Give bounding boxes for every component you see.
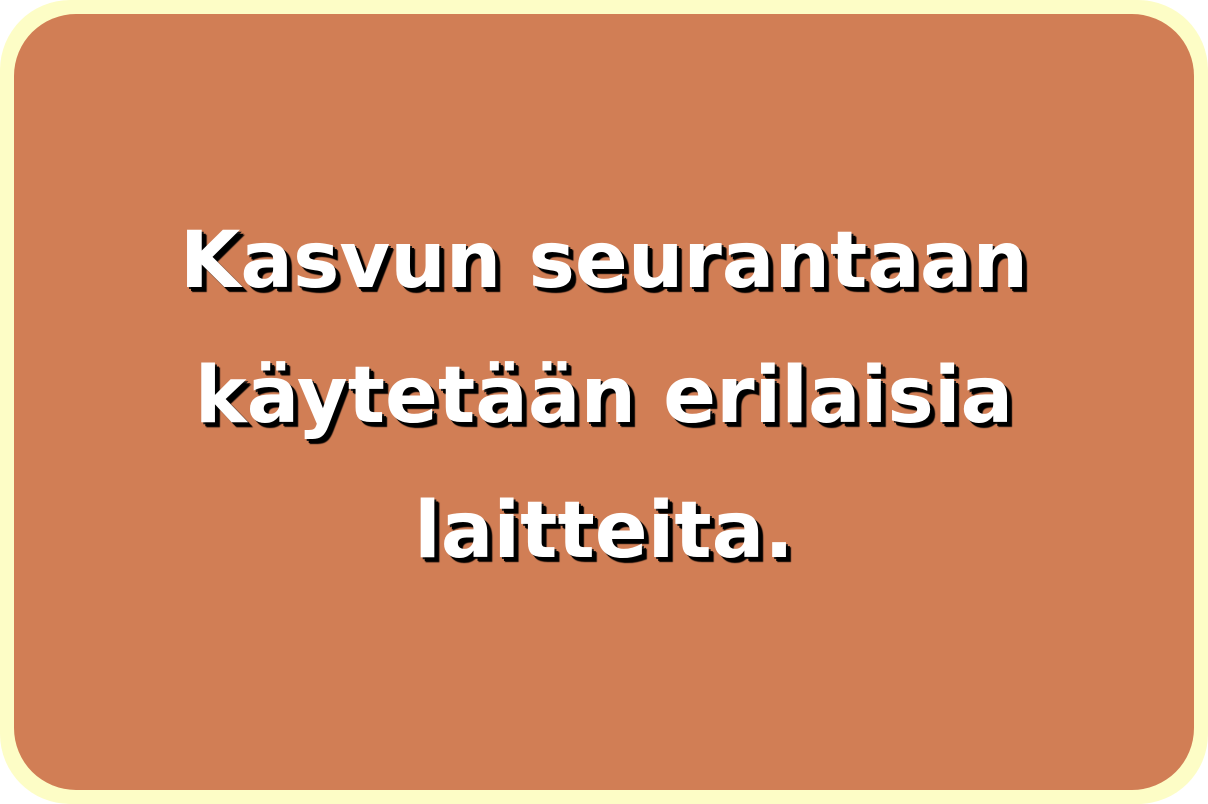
card-text-line-3: laitteita. bbox=[414, 485, 794, 576]
card-text-line-2: käytetään erilaisia bbox=[194, 350, 1014, 441]
card-text-line-1: Kasvun seurantaan bbox=[179, 215, 1029, 306]
card-text bbox=[114, 194, 1094, 599]
text-card bbox=[14, 14, 1194, 790]
